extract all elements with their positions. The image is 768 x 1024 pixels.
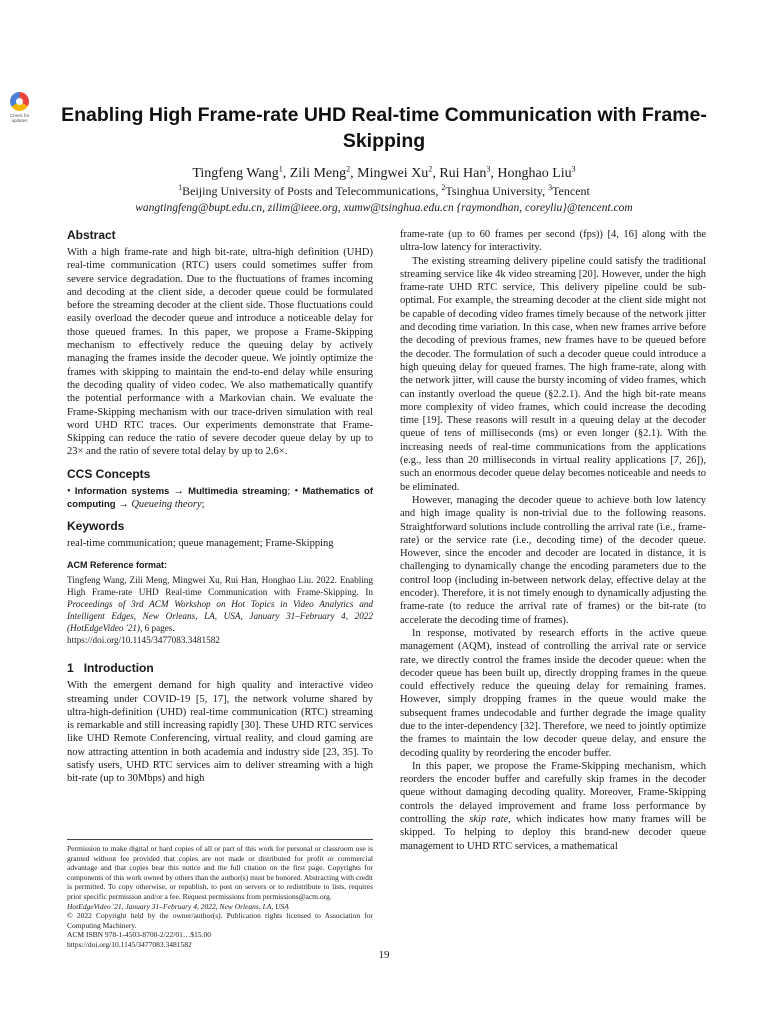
affil-mark: 2 bbox=[441, 183, 446, 192]
abstract-text: With a high frame-rate and high bit-rate, ultra-high definition (UHD) real-time communication (RTC) users could sometimes suffer from severe service degradation. Due to the fluctuations of frames incoming and decoding at the client side, a decoder queue could be formulated before the streaming decoder at the client side. Those fluctuations could easily overload the decoder queue and introduce a noticeable delay for those queued frames. In this paper, we propose a Frame-Skipping mechanism to effectively reduce the queuing delay by actively managing the frames inside the decoder queue. We jointly optimize the frames with skipping to maintain the end-to-end delay while ensuring the decoding quality of video codec. We also mathematically quantify the potential performance with a Markovian chain. We evaluate the Frame-Skipping mechanism with our trace-driven simulation with real word UHD RTC traces. Our experiments demonstrate that Frame-Skipping can reduce the ratio of severe decoder queue delay by up to 23× and the ratio of severe total delay by up to 2.6×. bbox=[67, 247, 373, 458]
keywords-heading: Keywords bbox=[67, 519, 125, 534]
body-text: , which indicates how many frames will be skipped. To helping to deploy this brand-new decoder queue management to UHD RTC services, a mathematical bbox=[400, 814, 707, 852]
permission-notice: Permission to make digital or hard copies of all or part of this work for personal or classroom use is granted without fee provided that copies are not made or distributed for profit or commercial advantage and that copies bear this notice and the full citation on the first page. Copyrights for components of this work owned by others than the author(s) must be honored. Abstracting with credit is permitted. To copy otherwise, or republish, to post on servers or to redistribute to lists, requires prior specific permission and/or a fee. Request permissions from permissions@acm.org. bbox=[67, 844, 373, 901]
footnote-venue: HotEdgeVideo '21, January 31–February 4, 2022, New Orleans, LA, USA bbox=[67, 901, 289, 911]
footnote-copyright: © 2022 Copyright held by the owner/author(s). Publication rights licensed to Association for Computing Machinery. bbox=[67, 911, 373, 930]
author-affil-mark: 1 bbox=[278, 164, 283, 174]
section-title: Introduction bbox=[83, 660, 154, 675]
right-column bbox=[400, 228, 706, 853]
author-name: Honghao Liu bbox=[497, 166, 572, 181]
affil-mark: 3 bbox=[548, 183, 553, 192]
arrow-icon: → bbox=[173, 485, 184, 497]
emphasis-text: skip rate bbox=[469, 814, 509, 826]
body-paragraph bbox=[400, 760, 706, 853]
check-for-updates-badge[interactable] bbox=[6, 92, 33, 123]
page-number: 19 bbox=[378, 949, 390, 961]
affiliation: Tsinghua University bbox=[445, 184, 543, 198]
author-list: Tingfeng Wang$^1$, Zili Meng$^2$, Mingwei Xu$^2$, Rui Han$^3$, Honghao Liu$^3$ bbox=[192, 164, 576, 181]
body-text: In this paper, we propose the Frame-Skipping mechanism, which reorders the encoder buffer and carefully skip frames in the decoder queue without damaging decoding quality. Moreover, Frame-Skipping controls the delayed improvement and frame loss performance by controlling the bbox=[400, 760, 706, 826]
author-emails: wangtingfeng@bupt.edu.cn, zilim@ieee.org, xumw@tsinghua.edu.cn {raymondhan, coreyliu}@tencent.com bbox=[135, 202, 633, 214]
body-paragraph: The existing streaming delivery pipeline could satisfy the traditional streaming service like 4k video streaming [20]. However, under the high frame-rate UHD RTC service, This delivery pipeline could be sub-optimal. For example, the streaming decoder at the client side might not be capable of decoding video frames timely because of the network jitter and decoding time variation. In this case, when new frames arrive before the decoding of previous frames, new frames have to be queued before the decoder. The formulation of such a decoder queue could introduce a high queuing delay for queued frames. The high frame-rate, along with the network jitter, will cause the bursty incoming of video frames, which can instantly overload the queue (§2.2.1). And the high bit-rate means more complexity of video frames, which could increase the decoding time [19]. These reasons will result in a queuing delay at the decoder queue of tens of milliseconds (ms) or even longer (§2.1). With the increasing needs of real-time communications from the applications (e.g., less than 20 milliseconds in virtual reality applications [7, 26]), such an enormous decoder queue delay becomes noticeable and needs to be eliminated. bbox=[400, 255, 706, 493]
author-name: Tingfeng Wang bbox=[192, 166, 279, 181]
reference-text: , 6 pages. bbox=[139, 622, 175, 633]
author-name: Zili Meng bbox=[289, 166, 347, 181]
introduction-text: With the emergent demand for high quality and interactive video streaming under COVID-19 [5, 17], the network volume shared by ultra-high-definition (UHD) real-time communication (RTC) streaming is remarkable and still increasing rapidly [30]. These UHD RTC services like UHD Remote Conferencing, virtual reality, and cloud gaming are now attracting attention in both academia and industry side [23, 35]. To satisfy users, UHD RTC services aim to deliver streaming with a high bit-rate (up to 30Mbps) and high bbox=[67, 680, 373, 785]
ccs-item: Multimedia streaming bbox=[188, 485, 288, 497]
footnote-isbn: ACM ISBN 978-1-4503-8700-2/22/01…$15.00 bbox=[67, 930, 211, 940]
crossmark-icon bbox=[10, 92, 29, 111]
arrow-icon: → bbox=[118, 499, 129, 511]
keywords-text: real-time communication; queue management; Frame-Skipping bbox=[67, 538, 334, 550]
affiliations: $^1$Beijing University of Posts and Telecommunications, $^2$Tsinghua University, $^3$Tencent bbox=[178, 183, 590, 198]
body-paragraph: frame-rate (up to 60 frames per second (fps)) [4, 16] along with the ultra-low latency for interactivity. bbox=[400, 229, 706, 254]
paper-title: Enabling High Frame-rate UHD Real-time Communication with Frame-Skipping bbox=[61, 104, 707, 152]
body-paragraph: However, managing the decoder queue to achieve both low latency and high image quality is non-trivial due to the following reasons. Straightforward solutions include controlling the arrival rate (i.e., frame-rate) or the service rate (i.e., decoding time) of the decoder queue. However, since the encoder and decoder are located in distance, it is challenging to dynamically change the encoding parameters due to the control loop (including in-between network delay, effective delay at the encoder). Therefore, it is not timely enough to dynamically adjusting the frame-rate (to reduce the arrival rate of frames) or the bit-rate (to accelerate the decoding time of frames). bbox=[400, 494, 706, 626]
affiliation: Beijing University of Posts and Telecommunications bbox=[182, 184, 436, 198]
author-name: Rui Han bbox=[439, 166, 487, 181]
footnote-doi-link[interactable]: https://doi.org/10.1145/3477083.3481582 bbox=[67, 939, 192, 949]
reference-doi-link[interactable]: https://doi.org/10.1145/3477083.3481582 bbox=[67, 634, 220, 645]
ccs-item: Mathematics of computing bbox=[67, 485, 374, 511]
copyright-footnote bbox=[67, 839, 373, 950]
author-affil-mark: 2 bbox=[428, 164, 433, 174]
badge-label: Check for updates bbox=[9, 113, 30, 123]
author-affil-mark: 3 bbox=[571, 164, 576, 174]
acm-reference-heading: ACM Reference format: bbox=[67, 559, 168, 570]
author-affil-mark: 3 bbox=[486, 164, 491, 174]
ccs-item: Queueing theory bbox=[131, 499, 202, 511]
section-number: 1 bbox=[67, 660, 74, 675]
ccs-item: Information systems bbox=[74, 485, 170, 497]
author-affil-mark: 2 bbox=[346, 164, 351, 174]
author-name: Mingwei Xu bbox=[357, 166, 429, 181]
reference-venue: Proceedings of 3rd ACM Workshop on Hot Topics in Video Analytics and Intelligent Edges, New Orleans, LA, USA, January 31–February 4, 2022 (HotEdgeVideo '21) bbox=[67, 598, 373, 633]
acm-reference bbox=[67, 574, 373, 646]
introduction-heading bbox=[67, 662, 373, 675]
affil-mark: 1 bbox=[178, 183, 183, 192]
reference-text: Tingfeng Wang, Zili Meng, Mingwei Xu, Rui Han, Honghao Liu. 2022. Enabling High Frame-rate UHD Real-time Communication with Frame-Skipping. In bbox=[67, 574, 373, 597]
abstract-heading: Abstract bbox=[67, 228, 116, 242]
left-column bbox=[67, 228, 373, 786]
affiliation: Tencent bbox=[552, 184, 590, 198]
ccs-heading: CCS Concepts bbox=[67, 466, 151, 481]
ccs-concepts: • Information systems → Multimedia streaming; • Mathematics of computing → Queueing theory; bbox=[67, 485, 374, 511]
body-paragraph: In response, motivated by research efforts in the active queue management (AQM), instead of controlling the arrival rate or service rate, we directly control the frames inside the decoder queue: when the decoder queue has been built up, directly dropping frames in the queue could effectively reduce the queuing delay for remaining frames. However, simply dropping frames in the queue would make the subsequent frames undecodable and further degrade the image quality due to the inter-dependency [32]. Therefore, we need to jointly optimize the frames to maintain the low decoder queue delay, and ensure the decoding quality by reordering the encoder buffer. bbox=[400, 627, 706, 759]
